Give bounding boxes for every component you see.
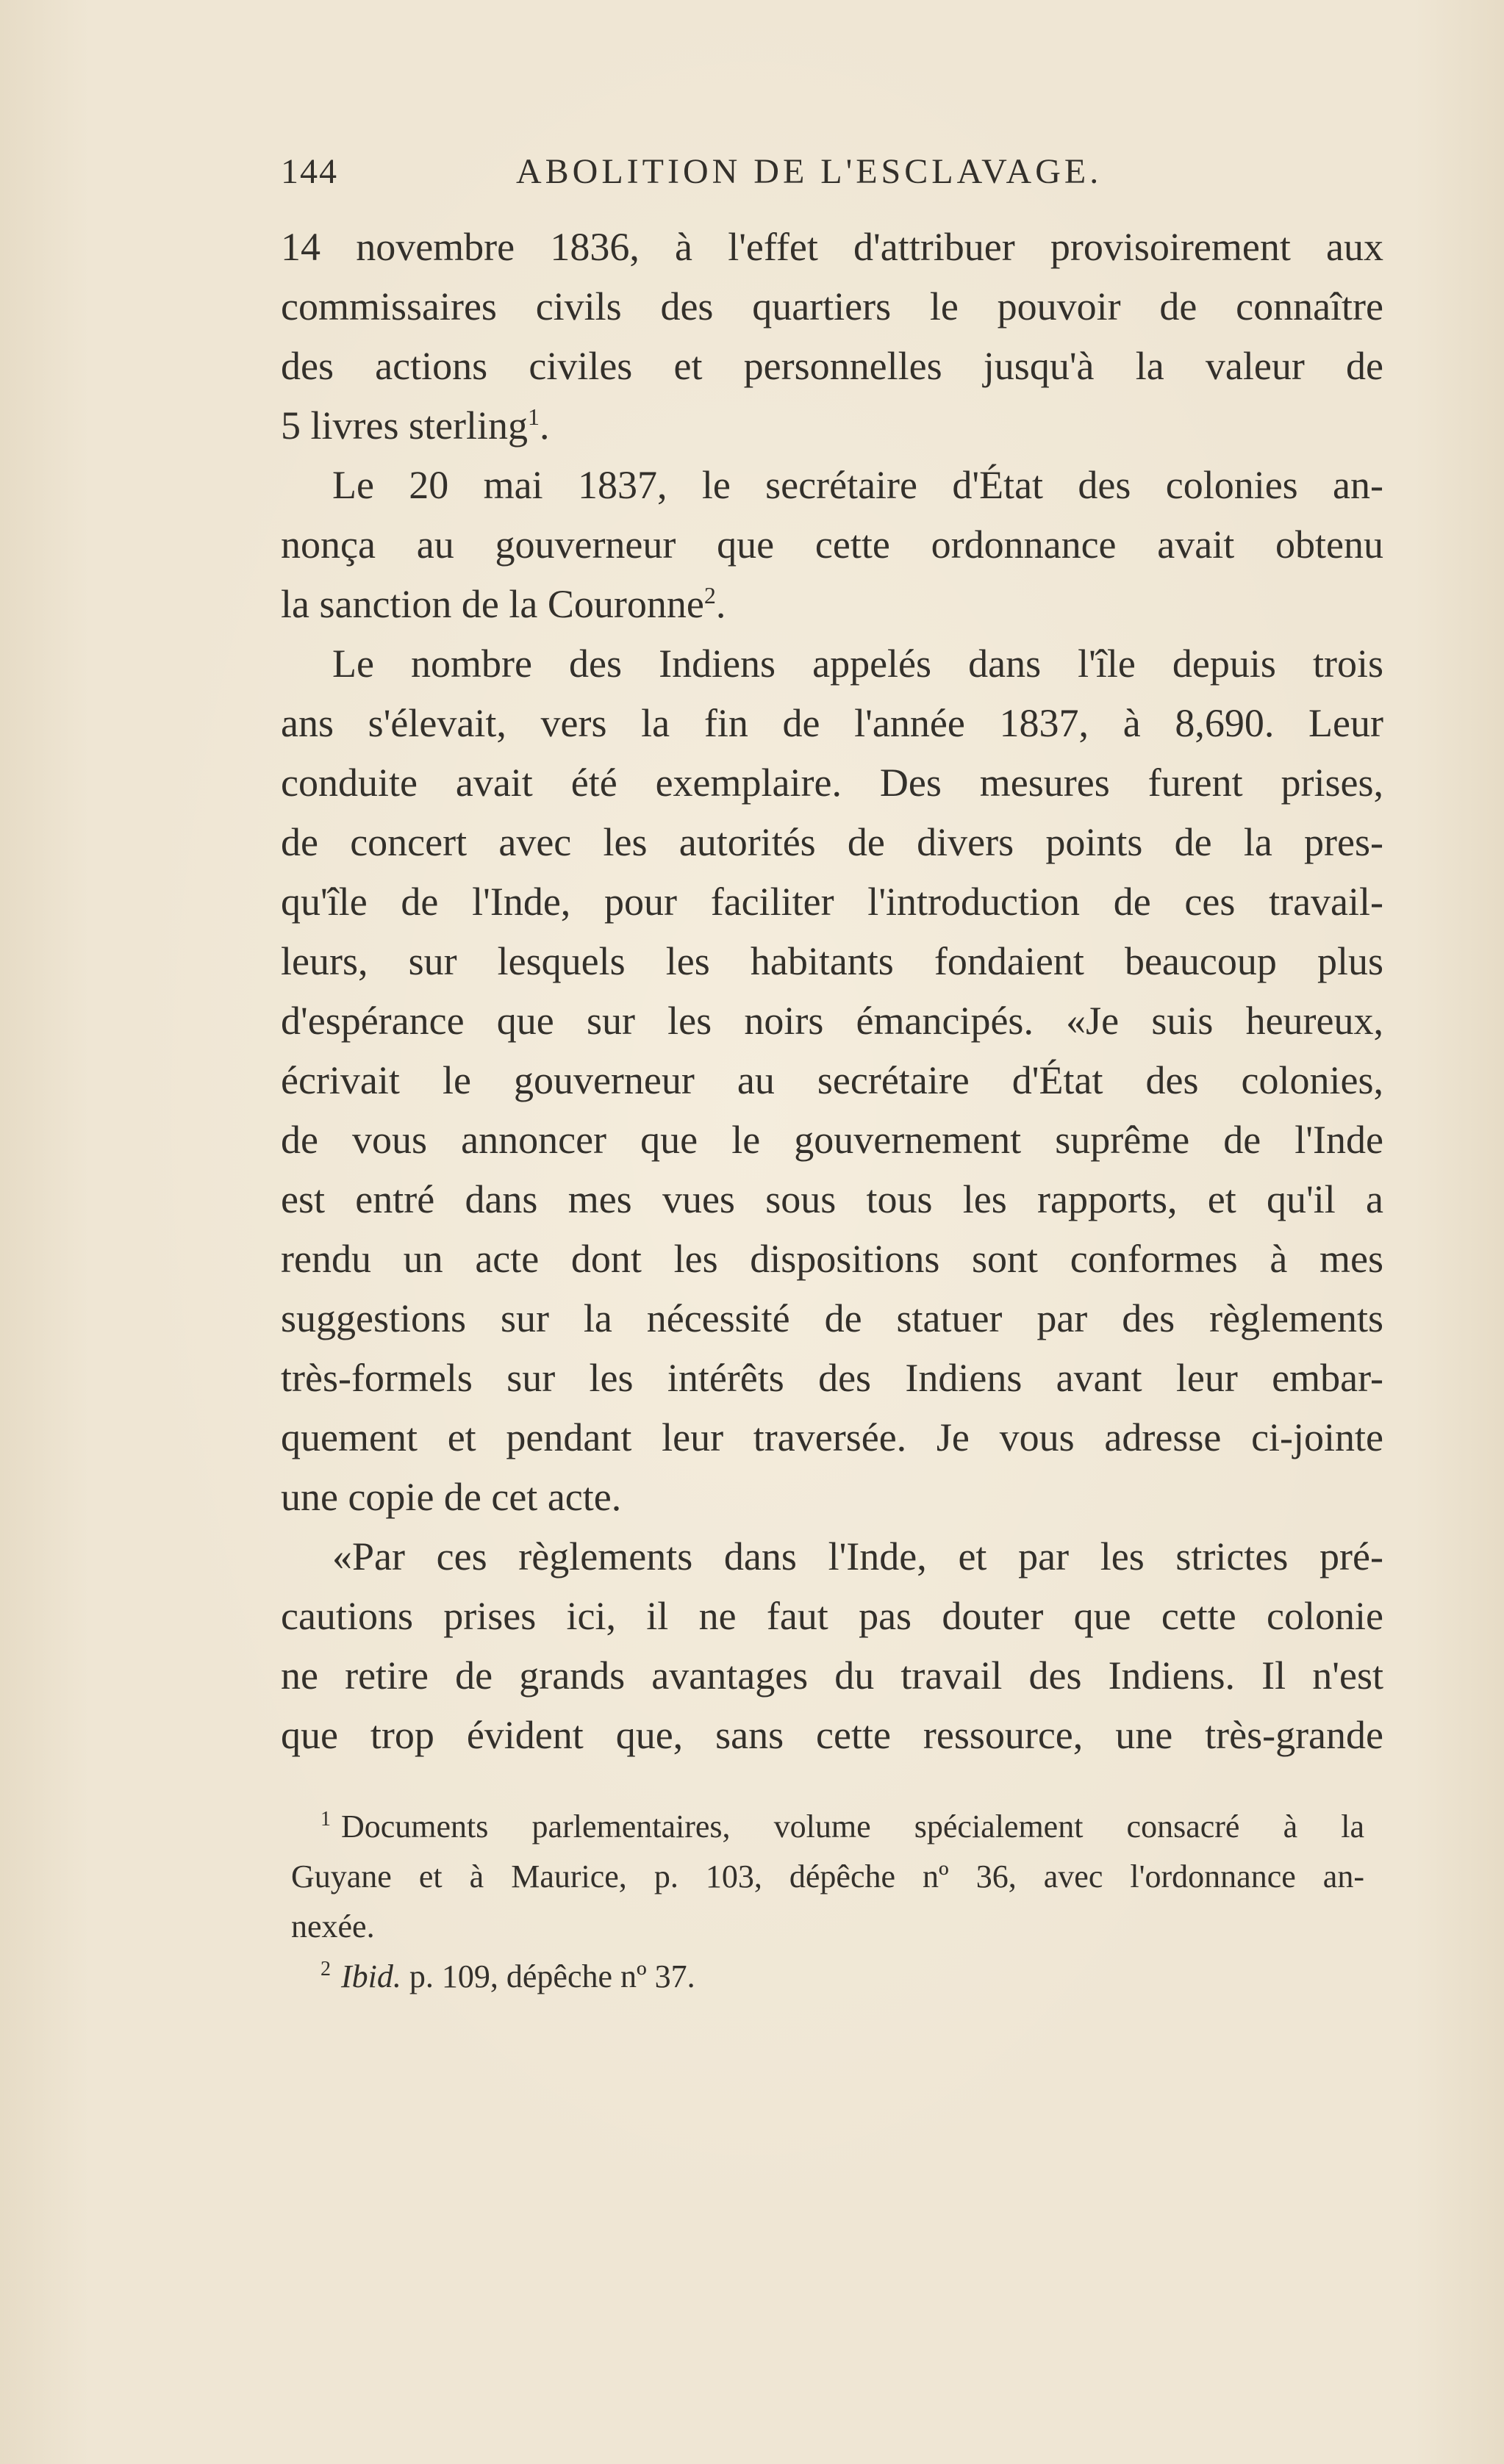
text-line: est entré dans mes vues sous tous les rapports, et qu'il a <box>281 1177 1383 1221</box>
footnote-ref-1: 1 <box>527 403 540 430</box>
running-title: ABOLITION DE L'ESCLAVAGE. <box>516 152 1103 191</box>
text-line: ans s'élevait, vers la fin de l'année 1837, à 8,690. Leur <box>281 701 1383 745</box>
footnote-2-ibid: Ibid. <box>341 1958 401 1994</box>
text-line: que trop évident que, sans cette ressource, une très-grande <box>281 1713 1383 1757</box>
footnote-1 <box>291 1802 1364 1852</box>
text-line: «Par ces règlements dans l'Inde, et par les strictes pré- <box>332 1534 1383 1578</box>
text-line <box>281 396 1383 456</box>
footnote-2 <box>291 1952 1364 2002</box>
body-text <box>281 218 1383 1765</box>
text-line: leurs, sur lesquels les habitants fondaient beaucoup plus <box>281 939 1383 983</box>
text-line-content: 5 livres sterling <box>281 403 528 448</box>
text-line: rendu un acte dont les dispositions sont conformes à mes <box>281 1237 1383 1281</box>
running-header <box>281 151 1191 203</box>
text-line: qu'île de l'Inde, pour faciliter l'introduction de ces travail- <box>281 880 1383 924</box>
text-line: quement et pendant leur traversée. Je vous adresse ci-jointe <box>281 1415 1383 1459</box>
footnote-ref-2: 2 <box>703 582 716 608</box>
text-line <box>281 575 1383 634</box>
text-line: nonça au gouverneur que cette ordonnance avait obtenu <box>281 522 1383 567</box>
footnote-2-mark: 2 <box>321 1958 331 1981</box>
text-line: suggestions sur la nécessité de statuer par des règlements <box>281 1296 1383 1340</box>
text-line: de concert avec les autorités de divers points de la pres- <box>281 820 1383 864</box>
text-line: conduite avait été exemplaire. Des mesures furent prises, <box>281 761 1383 805</box>
text-line: cautions prises ici, il ne faut pas douter que cette colonie <box>281 1594 1383 1638</box>
footnote-1-mark: 1 <box>321 1808 331 1831</box>
text-line: de vous annoncer que le gouvernement suprême de l'Inde <box>281 1118 1383 1162</box>
page-number: 144 <box>281 152 338 191</box>
footnote-1-text: Documents parlementaires, volume spécialement consacré à la <box>341 1809 1364 1845</box>
text-line: d'espérance que sur les noirs émancipés. «Je suis heureux, <box>281 999 1383 1043</box>
text-line: commissaires civils des quartiers le pouvoir de connaître <box>281 284 1383 328</box>
text-line: 14 novembre 1836, à l'effet d'attribuer provisoirement aux <box>281 225 1383 269</box>
footnote-ref-1-punct: . <box>539 403 550 448</box>
footnote-ref-2-punct: . <box>715 582 726 626</box>
footnote-1-line-3: nexée. <box>291 1908 375 1944</box>
text-line: Le 20 mai 1837, le secrétaire d'État des colonies an- <box>332 463 1383 507</box>
footnote-1-line-2: Guyane et à Maurice, p. 103, dépêche nº 36, avec l'ordonnance an- <box>291 1858 1364 1894</box>
text-line: ne retire de grands avantages du travail des Indiens. Il n'est <box>281 1653 1383 1698</box>
text-line-content: la sanction de la Couronne <box>281 582 704 626</box>
text-line: très-formels sur les intérêts des Indiens avant leur embar- <box>281 1356 1383 1400</box>
text-line: écrivait le gouverneur au secrétaire d'État des colonies, <box>281 1058 1383 1102</box>
footnote-2-text: p. 109, dépêche nº 37. <box>401 1958 695 1994</box>
text-line: Le nombre des Indiens appelés dans l'île depuis trois <box>332 642 1383 686</box>
text-line: des actions civiles et personnelles jusqu'à la valeur de <box>281 344 1383 388</box>
footnotes <box>291 1802 1364 2002</box>
text-line: une copie de cet acte. <box>281 1475 622 1519</box>
